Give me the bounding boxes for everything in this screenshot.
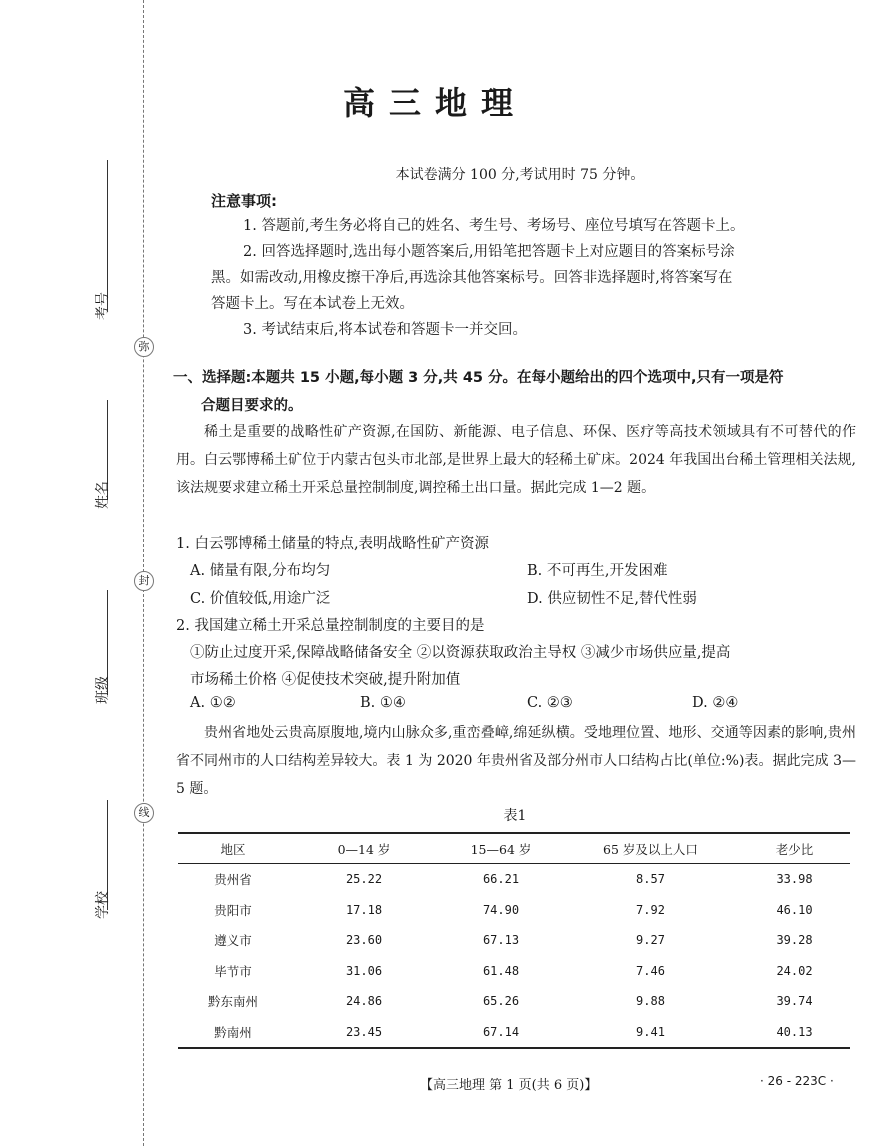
cell-value: 39.74	[776, 994, 813, 1009]
cell-value: 9.41	[636, 1024, 665, 1039]
cell-value: 46.10	[776, 902, 813, 917]
question-1-option-c: C. 价值较低,用途广泛	[190, 591, 331, 607]
school-label: 学校	[95, 891, 111, 919]
cell-value: 31.06	[345, 963, 383, 978]
question-2-items-line-2: 市场稀土价格 ④促使技术突破,提升附加值	[190, 672, 461, 688]
cell-region: 遵义市	[214, 933, 252, 949]
page-footer: 【高三地理 第 1 页(共 6 页)】	[420, 1078, 598, 1093]
cell-region: 黔南州	[214, 1024, 252, 1040]
cell-value: 66.21	[482, 872, 520, 887]
page-title: 高三地理	[342, 84, 527, 122]
table-caption: 表1	[503, 808, 527, 824]
header-age-15-64: 15—64 岁	[470, 841, 532, 857]
question-2-option-d: D. ②④	[692, 695, 739, 711]
cell-value: 40.13	[776, 1024, 813, 1039]
cell-value: 7.46	[636, 963, 665, 978]
exam-number-label: 考号	[95, 292, 111, 320]
cell-value: 23.45	[345, 1024, 383, 1039]
cell-region: 毕节市	[214, 963, 252, 979]
question-2-option-a: A. ①②	[190, 695, 236, 711]
exam-code: · 26 - 223C ·	[760, 1074, 834, 1088]
population-table	[178, 832, 850, 1049]
question-1-option-d: D. 供应韧性不足,替代性弱	[527, 591, 697, 607]
table-row	[178, 1017, 850, 1049]
cell-value: 23.60	[345, 933, 383, 948]
question-2-option-b: B. ①④	[360, 695, 406, 711]
cell-value: 39.28	[776, 933, 813, 948]
seal-char-xian: 线	[134, 803, 154, 823]
header-age-0-14: 0—14 岁	[337, 841, 391, 857]
table-row	[178, 956, 850, 987]
seal-char-mi: 弥	[134, 337, 154, 357]
passage-rare-earth: 稀土是重要的战略性矿产资源,在国防、新能源、电子信息、环保、医疗等高技术领域具有不可替代的作用。白云鄂博稀土矿位于内蒙古包头市北部,是世界上最大的轻稀土矿床。2024 年我国出台稀土管理相关法规,该法规要求建立稀土开采总量控制制度,调控稀土出口量。据此完成 1—2 题。	[176, 424, 856, 496]
header-region: 地区	[220, 841, 246, 857]
table-row	[178, 895, 850, 926]
cell-value: 8.57	[636, 872, 665, 887]
question-1-stem: 1. 白云鄂博稀土储量的特点,表明战略性矿产资源	[176, 536, 490, 552]
name-label: 姓名	[95, 481, 111, 509]
cell-value: 9.88	[636, 994, 665, 1009]
cell-region: 贵阳市	[214, 902, 252, 918]
exam-info: 本试卷满分 100 分,考试用时 75 分钟。	[395, 167, 645, 183]
notes-heading: 注意事项:	[211, 192, 277, 210]
cell-value: 24.86	[345, 994, 383, 1009]
seal-char-feng: 封	[134, 571, 154, 591]
cell-region: 黔东南州	[207, 994, 258, 1010]
table-row	[178, 925, 850, 956]
question-2-stem: 2. 我国建立稀土开采总量控制制度的主要目的是	[176, 618, 485, 634]
table-row	[178, 864, 850, 895]
question-1-option-b: B. 不可再生,开发困难	[527, 563, 668, 579]
table-row	[178, 986, 850, 1017]
cell-value: 33.98	[776, 872, 813, 887]
table-header-row	[178, 833, 850, 864]
note-2-line-3: 答题卡上。写在本试卷上无效。	[211, 296, 414, 312]
question-2-option-c: C. ②③	[527, 695, 573, 711]
header-old-young-ratio: 老少比	[775, 841, 814, 857]
cell-value: 24.02	[776, 963, 813, 978]
section-heading-line-1: 一、选择题:本题共 15 小题,每小题 3 分,共 45 分。在每小题给出的四个选项中,只有一项是符	[173, 370, 784, 386]
cell-value: 9.27	[636, 933, 665, 948]
section-heading-line-2: 合题目要求的。	[201, 398, 303, 414]
class-label: 班级	[95, 676, 111, 704]
header-age-65-plus: 65 岁及以上人口	[603, 841, 698, 857]
cell-value: 61.48	[482, 963, 520, 978]
cell-value: 7.92	[636, 902, 665, 917]
question-1-option-a: A. 储量有限,分布均匀	[190, 563, 331, 579]
cell-value: 65.26	[482, 994, 520, 1009]
note-2-line-1: 2. 回答选择题时,选出每小题答案后,用铅笔把答题卡上对应题目的答案标号涂	[243, 244, 735, 260]
cell-value: 67.13	[482, 933, 520, 948]
section-heading	[173, 364, 857, 420]
cell-value: 17.18	[345, 902, 383, 917]
cell-value: 25.22	[345, 872, 383, 887]
cell-region: 贵州省	[214, 872, 252, 888]
passage-guizhou: 贵州省地处云贵高原腹地,境内山脉众多,重峦叠嶂,绵延纵横。受地理位置、地形、交通等因素的影响,贵州省不同州市的人口结构差异较大。表 1 为 2020 年贵州省及部分州市人口结构占比(单位:%)表。据此完成 3—5 题。	[176, 725, 856, 797]
note-1: 1. 答题前,考生务必将自己的姓名、考生号、考场号、座位号填写在答题卡上。	[243, 218, 745, 234]
note-3: 3. 考试结束后,将本试卷和答题卡一并交回。	[243, 322, 528, 338]
cell-value: 67.14	[482, 1024, 520, 1039]
cell-value: 74.90	[482, 902, 520, 917]
question-2-items-line-1: ①防止过度开采,保障战略储备安全 ②以资源获取政治主导权 ③减少市场供应量,提高	[190, 645, 731, 661]
note-2-line-2: 黑。如需改动,用橡皮擦干净后,再选涂其他答案标号。回答非选择题时,将答案写在	[211, 270, 733, 286]
